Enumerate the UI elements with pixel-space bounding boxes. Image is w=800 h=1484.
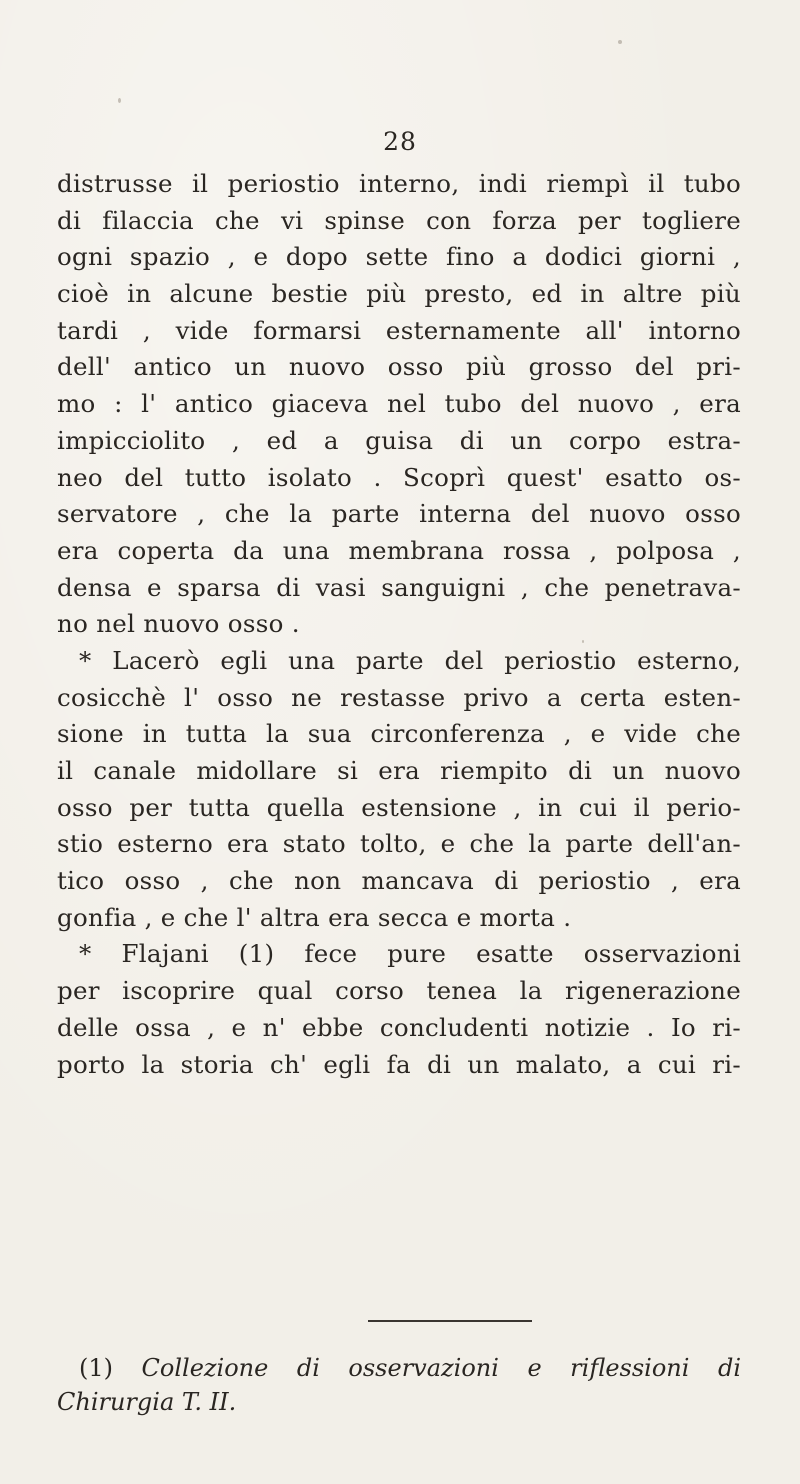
text-line: tico osso , che non mancava di periostio , era: [57, 866, 741, 896]
paper-speck: [618, 40, 622, 44]
footnote-marker: (1): [79, 1354, 113, 1382]
text-line: tardi , vide formarsi esternamente all' intorno: [57, 315, 741, 345]
footnote-separator: [368, 1320, 532, 1322]
footnote-title-cont: Chirurgia: [57, 1388, 175, 1416]
text-line: neo del tutto isolato . Scoprì quest' esatto os-: [57, 462, 741, 492]
text-line: densa e sparsa di vasi sanguigni , che penetrava-: [57, 572, 741, 602]
text-line: stio esterno era stato tolto, e che la parte dell'an-: [57, 829, 741, 859]
text-line: * Lacerò egli una parte del periostio esterno,: [79, 645, 741, 675]
text-line: distrusse il periostio interno, indi riempì il tubo: [57, 169, 741, 198]
footnote-line: [57, 1351, 741, 1385]
text-line: servatore , che la parte interna del nuovo osso: [57, 499, 741, 529]
text-line: di filaccia che vi spinse con forza per togliere: [57, 205, 741, 235]
text-line: * Flajani (1) fece pure esatte osservazioni: [79, 939, 741, 969]
page-number: 28: [383, 127, 417, 156]
text-line: era coperta da una membrana rossa , polposa ,: [57, 535, 741, 565]
text-line: impicciolito , ed a guisa di un corpo estra-: [57, 425, 741, 455]
text-line: delle ossa , e n' ebbe concludenti notizie . Io ri-: [57, 1012, 741, 1042]
text-line: dell' antico un nuovo osso più grosso del pri-: [57, 352, 741, 382]
footnote: [57, 1351, 741, 1419]
text-line: cosicchè l' osso ne restasse privo a certa esten-: [57, 682, 741, 712]
text-line: porto la storia ch' egli fa di un malato, a cui ri-: [57, 1049, 741, 1079]
body-text: [57, 166, 741, 1083]
footnote-line: [57, 1385, 741, 1419]
text-line: ogni spazio , e dopo sette fino a dodici giorni ,: [57, 242, 741, 272]
text-line: il canale midollare si era riempito di un nuovo: [57, 756, 741, 785]
paper-speck: [118, 98, 121, 103]
footnote-volume: T. II.: [181, 1388, 237, 1416]
text-line: per iscoprire qual corso tenea la rigenerazione: [57, 976, 741, 1006]
text-line: mo : l' antico giaceva nel tubo del nuovo , era: [57, 389, 741, 419]
text-line: cioè in alcune bestie più presto, ed in altre più: [57, 279, 741, 309]
footnote-title: Collezione di osservazioni e riflessioni di: [141, 1354, 741, 1382]
text-line: osso per tutta quella estensione , in cui il perio-: [57, 792, 741, 822]
text-line: no nel nuovo osso .: [57, 609, 300, 639]
text-line: gonfia , e che l' altra era secca e morta .: [57, 902, 572, 932]
text-line: sione in tutta la sua circonferenza , e vide che: [57, 719, 741, 749]
